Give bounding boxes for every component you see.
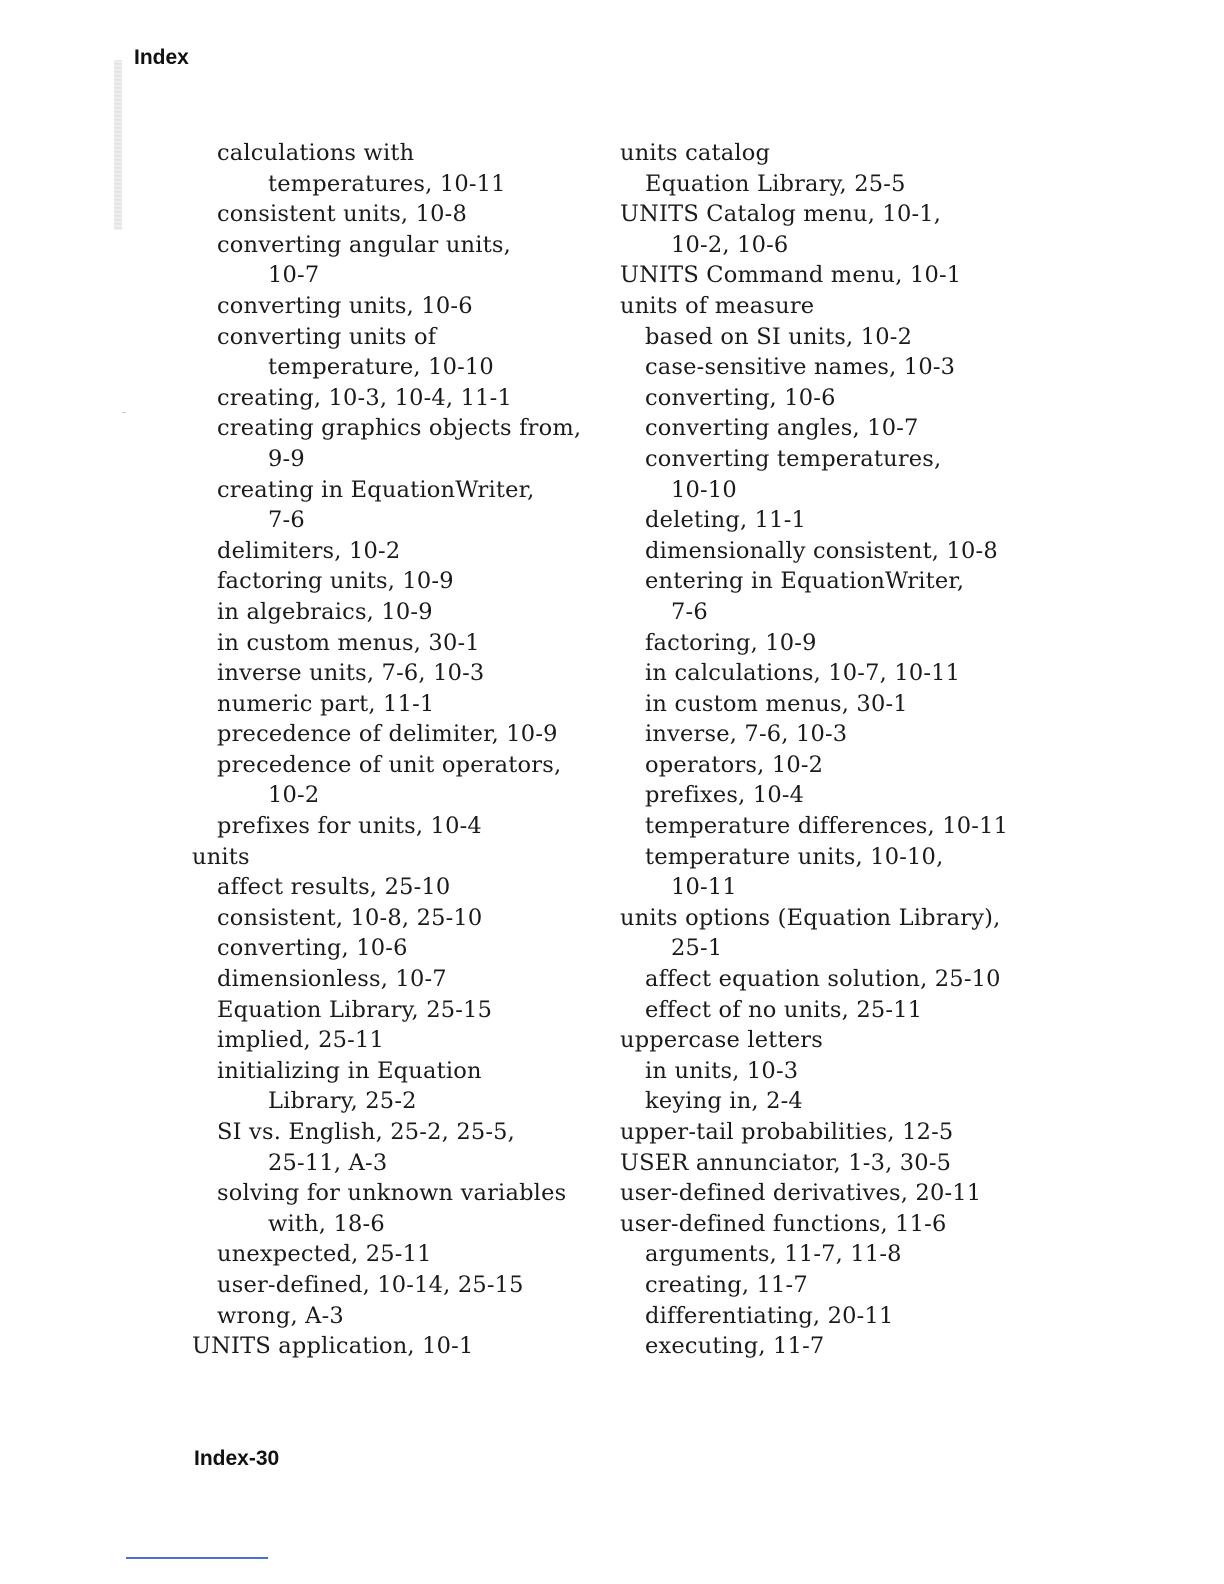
index-subentry: consistent units, 10-8 xyxy=(217,201,467,228)
index-subentry: converting units, 10-6 xyxy=(217,292,473,319)
index-subentry: converting, 10-6 xyxy=(217,935,408,962)
index-continuation: 10-10 xyxy=(671,476,737,503)
page-number: Index-30 xyxy=(194,1447,280,1470)
index-subentry: in units, 10-3 xyxy=(645,1057,799,1084)
index-entry: units xyxy=(192,843,250,870)
index-subentry: converting units of xyxy=(217,323,437,350)
index-subentry: creating, 10-3, 10-4, 11-1 xyxy=(217,384,512,411)
index-continuation: 10-2, 10-6 xyxy=(671,231,789,258)
index-entry: UNITS application, 10-1 xyxy=(192,1333,474,1360)
index-subentry: creating, 11-7 xyxy=(645,1271,808,1298)
index-subentry: differentiating, 20-11 xyxy=(645,1302,894,1329)
index-subentry: precedence of delimiter, 10-9 xyxy=(217,721,558,748)
index-subentry: SI vs. English, 25-2, 25-5, xyxy=(217,1119,516,1145)
index-subentry: in custom menus, 30-1 xyxy=(217,629,480,656)
index-subentry: arguments, 11-7, 11-8 xyxy=(645,1241,902,1268)
index-entry: units options (Equation Library), xyxy=(620,904,1001,931)
index-continuation: 10-7 xyxy=(268,262,320,289)
index-subentry: consistent, 10-8, 25-10 xyxy=(217,904,483,931)
index-subentry: implied, 25-11 xyxy=(217,1027,385,1054)
index-continuation: with, 18-6 xyxy=(268,1210,385,1237)
index-subentry: factoring units, 10-9 xyxy=(217,568,454,595)
index-entry: UNITS Command menu, 10-1 xyxy=(620,262,962,289)
index-continuation: 25-1 xyxy=(671,935,723,962)
index-subentry: calculations with xyxy=(217,140,415,166)
index-subentry: solving for unknown variables xyxy=(217,1180,567,1207)
index-subentry: Equation Library, 25-5 xyxy=(645,170,906,197)
index-subentry: dimensionally consistent, 10-8 xyxy=(645,537,998,564)
index-subentry: factoring, 10-9 xyxy=(645,629,817,656)
margin-mark xyxy=(122,412,126,413)
index-subentry: delimiters, 10-2 xyxy=(217,537,401,564)
index-subentry: creating graphics objects from, xyxy=(217,415,582,442)
index-subentry: numeric part, 11-1 xyxy=(217,690,435,717)
index-continuation: 7-6 xyxy=(671,598,708,625)
index-continuation: temperatures, 10-11 xyxy=(268,170,506,197)
index-continuation: Library, 25-2 xyxy=(268,1088,417,1115)
index-entry: units catalog xyxy=(620,140,771,166)
index-subentry: initializing in Equation xyxy=(217,1057,482,1084)
index-subentry: deleting, 11-1 xyxy=(645,507,807,534)
index-subentry: in calculations, 10-7, 10-11 xyxy=(645,660,961,687)
index-entry: upper-tail probabilities, 12-5 xyxy=(620,1119,954,1145)
index-subentry: case-sensitive names, 10-3 xyxy=(645,354,956,381)
index-subentry: prefixes, 10-4 xyxy=(645,782,805,809)
scan-edge-artifact xyxy=(114,60,122,230)
index-subentry: effect of no units, 25-11 xyxy=(645,996,923,1023)
index-subentry: prefixes for units, 10-4 xyxy=(217,813,482,840)
index-column-right xyxy=(620,138,1009,1362)
index-subentry: user-defined, 10-14, 25-15 xyxy=(217,1271,524,1298)
index-subentry: based on SI units, 10-2 xyxy=(645,323,913,350)
index-continuation: 9-9 xyxy=(268,445,305,472)
index-subentry: inverse, 7-6, 10-3 xyxy=(645,721,848,748)
index-entry: USER annunciator, 1-3, 30-5 xyxy=(620,1149,952,1176)
index-entry: user-defined functions, 11-6 xyxy=(620,1210,947,1237)
index-subentry: temperature differences, 10-11 xyxy=(645,813,1009,840)
index-continuation: 7-6 xyxy=(268,507,305,534)
index-entry: user-defined derivatives, 20-11 xyxy=(620,1180,982,1207)
running-head: Index xyxy=(134,46,189,69)
index-subentry: unexpected, 25-11 xyxy=(217,1241,432,1268)
index-subentry: precedence of unit operators, xyxy=(217,751,562,778)
index-subentry: Equation Library, 25-15 xyxy=(217,996,493,1023)
index-continuation: 25-11, A-3 xyxy=(268,1149,388,1176)
index-subentry: entering in EquationWriter, xyxy=(645,568,965,595)
index-subentry: executing, 11-7 xyxy=(645,1333,825,1360)
index-subentry: converting, 10-6 xyxy=(645,384,836,411)
index-entry: units of measure xyxy=(620,292,815,319)
index-subentry: in algebraics, 10-9 xyxy=(217,598,433,625)
index-continuation: temperature, 10-10 xyxy=(268,354,494,381)
index-column-left xyxy=(192,138,582,1362)
index-continuation: 10-2 xyxy=(268,782,320,809)
index-subentry: creating in EquationWriter, xyxy=(217,476,535,503)
index-entry: UNITS Catalog menu, 10-1, xyxy=(620,201,942,228)
index-subentry: wrong, A-3 xyxy=(217,1302,344,1329)
index-subentry: inverse units, 7-6, 10-3 xyxy=(217,660,485,687)
index-subentry: affect results, 25-10 xyxy=(217,874,451,901)
index-subentry: temperature units, 10-10, xyxy=(645,843,944,870)
index-subentry: converting angular units, xyxy=(217,231,511,258)
index-subentry: affect equation solution, 25-10 xyxy=(645,966,1001,993)
index-subentry: converting temperatures, xyxy=(645,445,942,472)
index-subentry: operators, 10-2 xyxy=(645,751,824,778)
index-subentry: dimensionless, 10-7 xyxy=(217,966,447,993)
bottom-rule xyxy=(126,1557,268,1559)
index-subentry: converting angles, 10-7 xyxy=(645,415,919,442)
index-continuation: 10-11 xyxy=(671,874,737,901)
index-subentry: in custom menus, 30-1 xyxy=(645,690,908,717)
index-entry: uppercase letters xyxy=(620,1027,824,1054)
index-subentry: keying in, 2-4 xyxy=(645,1088,803,1115)
